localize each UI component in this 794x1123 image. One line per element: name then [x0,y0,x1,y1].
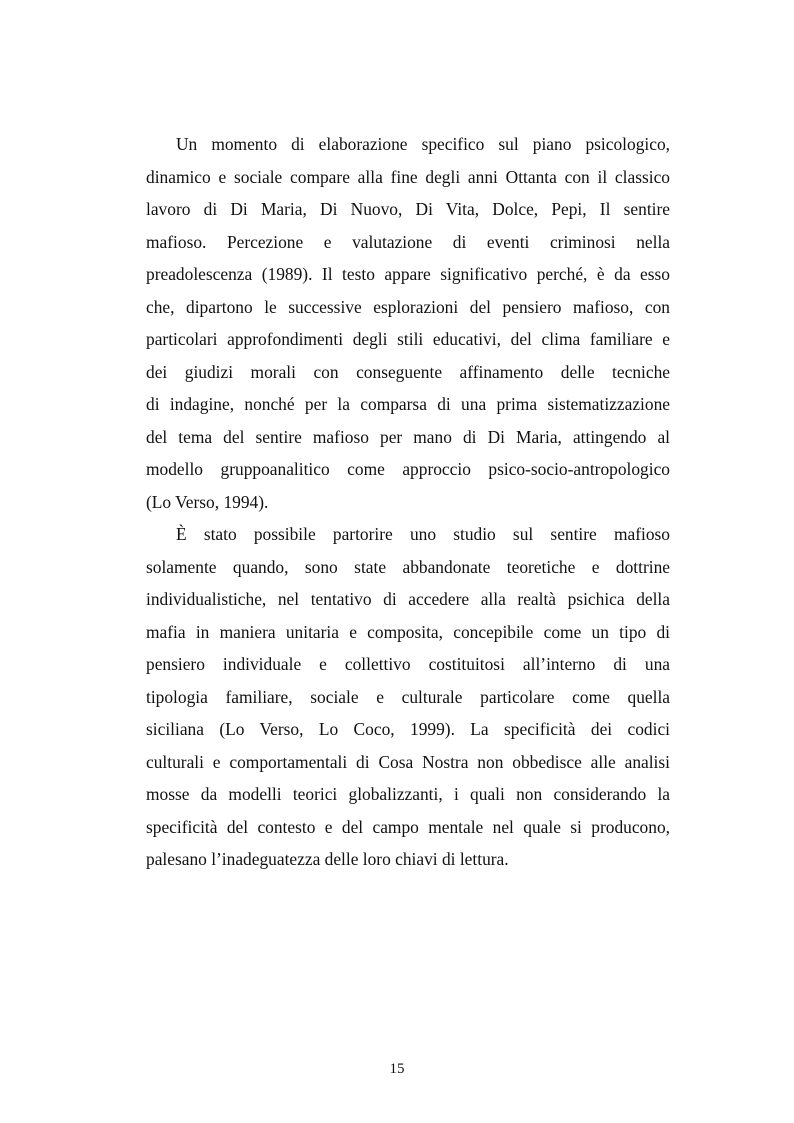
text-line: particolari approfondimenti degli stili educativi, del clima familiare e [146,329,670,349]
text-line: dei giudizi morali con conseguente affinamento delle tecniche [146,361,670,382]
text-line: mafia in maniera unitaria e composita, concepibile come un tipo di [146,621,670,642]
text-line: Un momento di elaborazione specifico sul piano psicologico, [176,134,670,154]
text-line: di indagine, nonché per la comparsa di una prima sistematizzazione [146,394,670,414]
paragraph-1 [146,128,670,518]
text-line: mosse da modelli teorici globalizzanti, i quali non considerando la [146,784,670,804]
text-line: lavoro di Di Maria, Di Nuovo, Di Vita, Dolce, Pepi, Il sentire [146,199,670,219]
text-line: tipologia familiare, sociale e culturale particolare come quella [146,686,670,707]
text-line: palesano l’inadeguatezza delle loro chiavi di lettura. [146,849,509,869]
text-line: che, dipartono le successive esplorazioni del pensiero mafioso, con [146,296,670,317]
text-line: individualistiche, nel tentativo di accedere alla realtà psichica della [146,589,670,609]
text-line: (Lo Verso, 1994). [146,491,269,512]
text-line: solamente quando, sono state abbandonate teoretiche e dottrine [146,556,670,577]
text-line: modello gruppoanalitico come approccio psico-socio-antropologico [146,459,670,479]
page-number: 15 [389,1061,405,1077]
text-line: pensiero individuale e collettivo costituitosi all’interno di una [146,654,670,674]
text-line: preadolescenza (1989). Il testo appare significativo perché, è da esso [146,264,670,284]
text-line: mafioso. Percezione e valutazione di eventi criminosi nella [146,231,670,252]
text-line: del tema del sentire mafioso per mano di Di Maria, attingendo al [146,426,670,447]
text-line: dinamico e sociale compare alla fine degli anni Ottanta con il classico [146,166,670,187]
text-line: specificità del contesto e del campo mentale nel quale si producono, [146,816,670,837]
paragraph-2 [146,518,670,876]
text-line: siciliana (Lo Verso, Lo Coco, 1999). La specificità dei codici [146,719,670,739]
text-line: È stato possibile partorire uno studio sul sentire mafioso [176,524,670,544]
body-text [146,128,670,876]
text-line: culturali e comportamentali di Cosa Nostra non obbedisce alle analisi [146,751,670,772]
